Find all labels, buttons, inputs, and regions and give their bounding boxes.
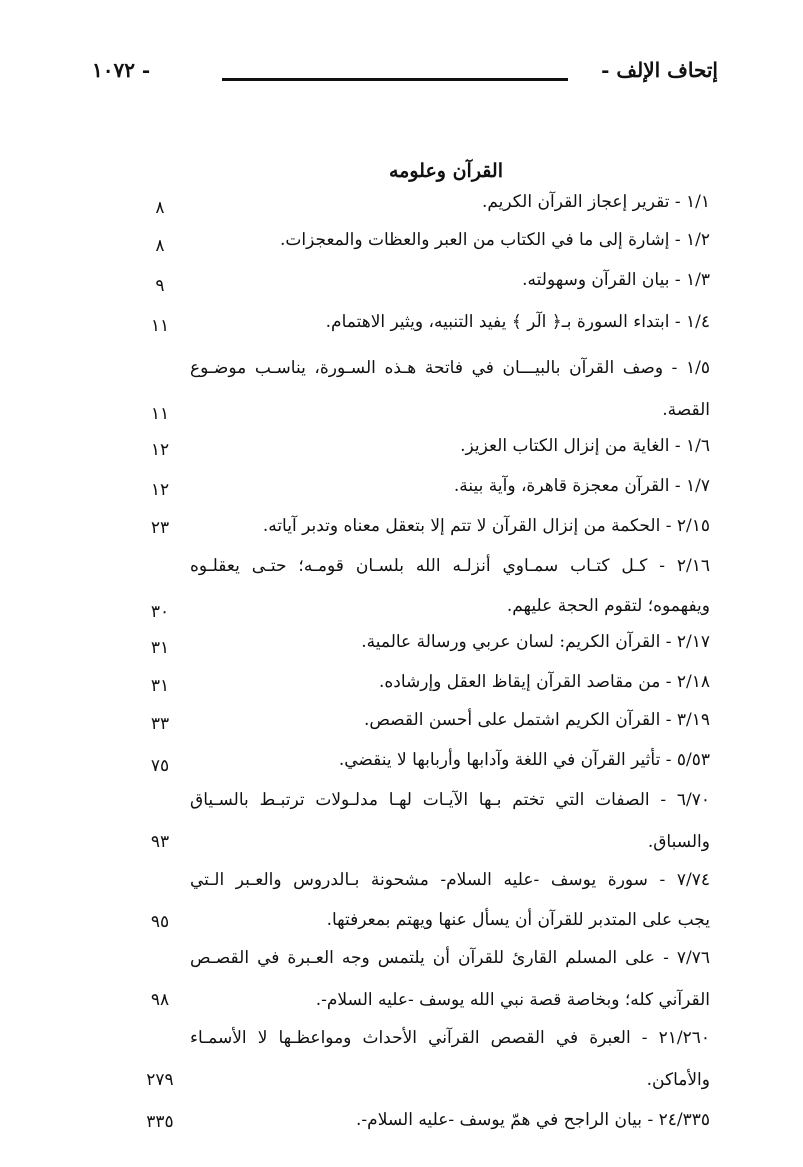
entry-page-number: ١١ [150, 316, 170, 336]
entry-page-number: ٣٣٥ [146, 1112, 174, 1132]
entry-page-number: ٣٠ [150, 602, 170, 622]
entry-text: ١/٢ - إشارة إلى ما في الكتاب من العبر والعظات والمعجزات. [279, 230, 710, 250]
entry-text: ٧/٧٦ - على المسلم القارئ للقرآن أن يلتمس وجه العـبرة في القصـص [190, 948, 710, 968]
entry-text-continuation: يجب على المتدبر للقرآن أن يسأل عنها ويهتم بمعرفتها. [326, 910, 710, 930]
entry-text: ٢٤/٣٣٥ - بيان الراجح في همّ يوسف -عليه السلام-. [356, 1110, 710, 1130]
entry-text: ٣/١٩ - القرآن الكريم اشتمل على أحسن القصص. [363, 710, 710, 730]
entry-text-continuation: القصة. [662, 400, 710, 420]
entry-text: ١/٤ - ابتداء السورة بـ﴿ الٓر ﴾ يفيد التنبيه، ويثير الاهتمام. [325, 312, 710, 332]
entry-text-continuation: القرآني كله؛ وبخاصة قصة نبي الله يوسف -عليه السلام-. [315, 990, 710, 1010]
entry-page-number: ٩٨ [150, 990, 170, 1010]
entry-page-number: ٨ [155, 198, 165, 218]
page-number: - ١٠٧٢ [92, 58, 151, 82]
entry-page-number: ٣٣ [150, 714, 170, 734]
entry-text: ٧/٧٤ - سورة يوسف -عليه السلام- مشحونة بـالدروس والعـبر الـتي [190, 870, 710, 890]
entry-page-number: ٩٥ [150, 912, 170, 932]
entry-text: ١/٥ - وصف القرآن بالبيـــان في فاتحة هـذه السـورة، يناسـب موضـوع [190, 358, 710, 378]
entry-text: ٢١/٢٦٠ - العبرة في القصص القرآني الأحداث ومواعظـها لا الأسمـاء [190, 1028, 710, 1048]
entry-text: ١/١ - تقرير إعجاز القرآن الكريم. [481, 192, 710, 212]
book-title: إتحاف الإلف - [601, 58, 718, 82]
entry-text: ١/٦ - الغاية من إنزال الكتاب العزيز. [460, 436, 710, 456]
entry-page-number: ٩ [155, 276, 165, 296]
entry-text-continuation: ويفهموه؛ لتقوم الحجة عليهم. [506, 596, 710, 616]
entry-text: ٦/٧٠ - الصفات التي تختم بـها الآيـات لهـا مدلـولات ترتبـط بالسـياق [190, 790, 710, 810]
entry-page-number: ١٢ [150, 440, 170, 460]
entry-text: ٢/١٧ - القرآن الكريم: لسان عربي ورسالة عالمية. [361, 632, 710, 652]
entry-page-number: ٣١ [150, 676, 170, 696]
entry-page-number: ١٢ [150, 480, 170, 500]
entry-text-continuation: والأماكن. [646, 1070, 710, 1090]
entry-text: ١/٣ - بيان القرآن وسهولته. [522, 270, 710, 290]
entry-text: ١/٧ - القرآن معجزة قاهرة، وآية بينة. [453, 476, 710, 496]
running-header [92, 58, 718, 94]
entry-page-number: ٢٧٩ [146, 1070, 174, 1090]
entry-text-continuation: والسباق. [647, 832, 710, 852]
header-rule [222, 78, 568, 81]
entry-text: ٢/١٦ - كـل كتـاب سمـاوي أنزلـه الله بلسـان قومـه؛ حتـى يعقلـوه [190, 556, 710, 576]
entry-text: ٢/١٥ - الحكمة من إنزال القرآن لا تتم إلا بتعقل معناه وتدبر آياته. [262, 516, 710, 536]
entry-text: ٥/٥٣ - تأثير القرآن في اللغة وآدابها وأربابها لا ينقضي. [338, 750, 710, 770]
entry-page-number: ٨ [155, 236, 165, 256]
entry-page-number: ٣١ [150, 638, 170, 658]
entry-page-number: ٧٥ [150, 756, 170, 776]
entry-text: ٢/١٨ - من مقاصد القرآن إيقاظ العقل وإرشاده. [378, 672, 710, 692]
entry-page-number: ١١ [150, 404, 170, 424]
section-title: القرآن وعلومه [389, 160, 503, 182]
entry-page-number: ٢٣ [150, 518, 170, 538]
entry-page-number: ٩٣ [150, 832, 170, 852]
